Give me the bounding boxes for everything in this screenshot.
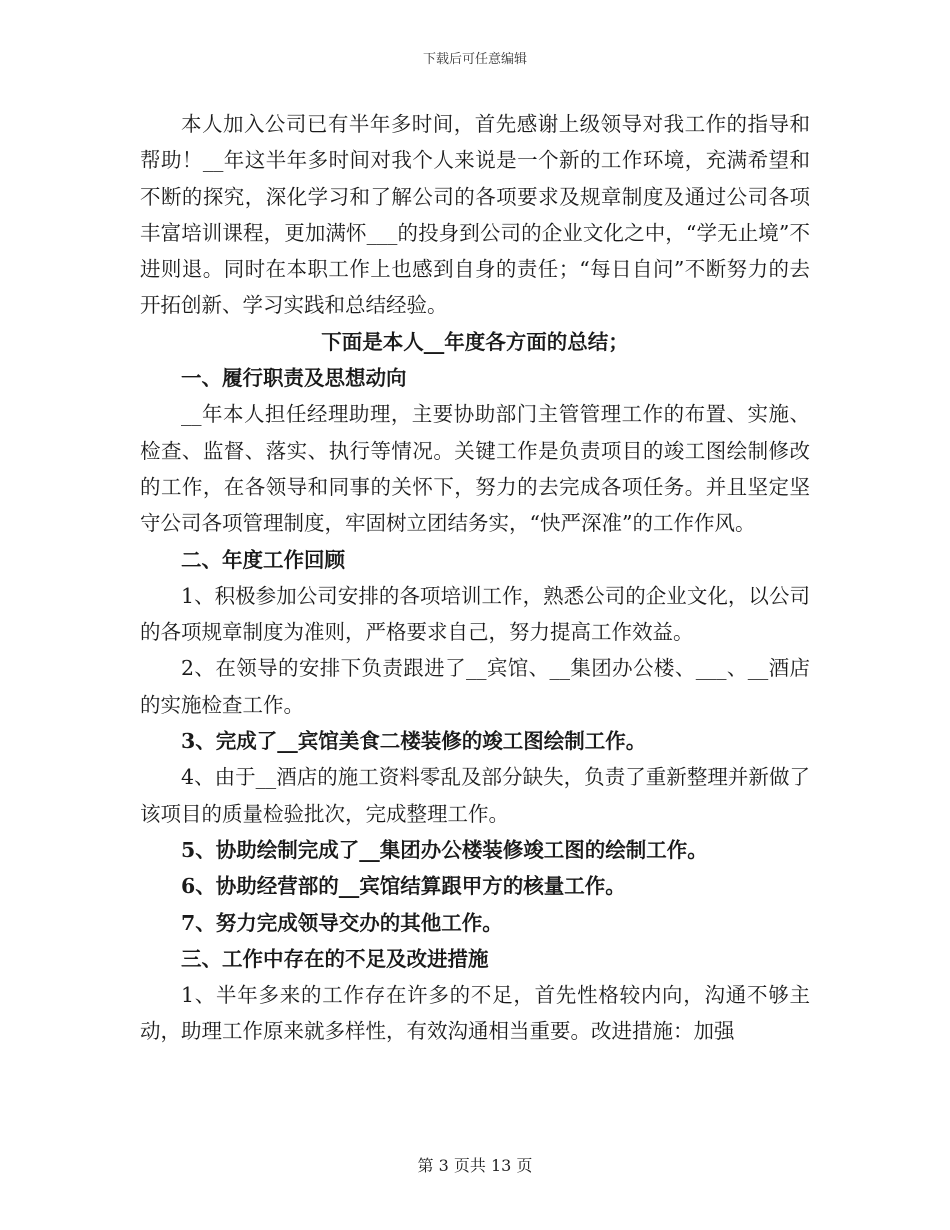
review-item-5: 5、协助绘制完成了__集团办公楼装修竣工图的绘制工作。 <box>181 837 708 862</box>
section3-item-1: 1、半年多来的工作存在许多的不足，首先性格较内向，沟通不够主动，助理工作原来就多样性，有效沟通相当重要。改进措施：加强 <box>140 983 810 1044</box>
section3-heading: 三、工作中存在的不足及改进措施 <box>181 946 489 971</box>
review-item-4: 4、由于__酒店的施工资料零乱及部分缺失，负责了重新整理并新做了该项目的质量检验批次，完成整理工作。 <box>140 765 810 826</box>
section1-heading: 一、履行职责及思想动向 <box>181 366 407 391</box>
review-item-2: 2、在领导的安排下负责跟进了__宾馆、__集团办公楼、___、__酒店的实施检查工作。 <box>140 656 810 717</box>
section1-paragraph: __年本人担任经理助理，主要协助部门主管管理工作的布置、实施、检查、监督、落实、执行等情况。关键工作是负责项目的竣工图绘制修改的工作，在各领导和同事的关怀下，努力的去完成各项任务。并且坚定坚守公司各项管理制度，牢固树立团结务实，“快严深准”的工作作风。 <box>140 402 810 536</box>
intro-paragraph: 本人加入公司已有半年多时间，首先感谢上级领导对我工作的指导和帮助！__年这半年多时间对我个人来说是一个新的工作环境，充满希望和不断的探究，深化学习和了解公司的各项要求及规章制度及通过公司各项丰富培训课程，更加满怀___的投身到公司的企业文化之中，“学无止境”不进则退。同时在本职工作上也感到自身的责任；“每日自问”不断努力的去开拓创新、学习实践和总结经验。 <box>140 112 810 318</box>
document-body <box>140 106 810 1050</box>
review-item-7: 7、努力完成领导交办的其他工作。 <box>181 910 503 935</box>
review-item-3: 3、完成了__宾馆美食二楼装修的竣工图绘制工作。 <box>181 729 647 754</box>
review-item-6: 6、协助经营部的__宾馆结算跟甲方的核量工作。 <box>181 874 626 899</box>
review-item-1: 1、积极参加公司安排的各项培训工作，熟悉公司的企业文化，以公司的各项规章制度为准则，严格要求自己，努力提高工作效益。 <box>140 583 810 645</box>
summary-title: 下面是本人__年度各方面的总结； <box>321 329 629 354</box>
section2-heading: 二、年度工作回顾 <box>181 547 345 572</box>
page-header: 下载后可任意编辑 <box>422 52 527 67</box>
page-number: 第 3 页共 13 页 <box>417 1156 533 1175</box>
